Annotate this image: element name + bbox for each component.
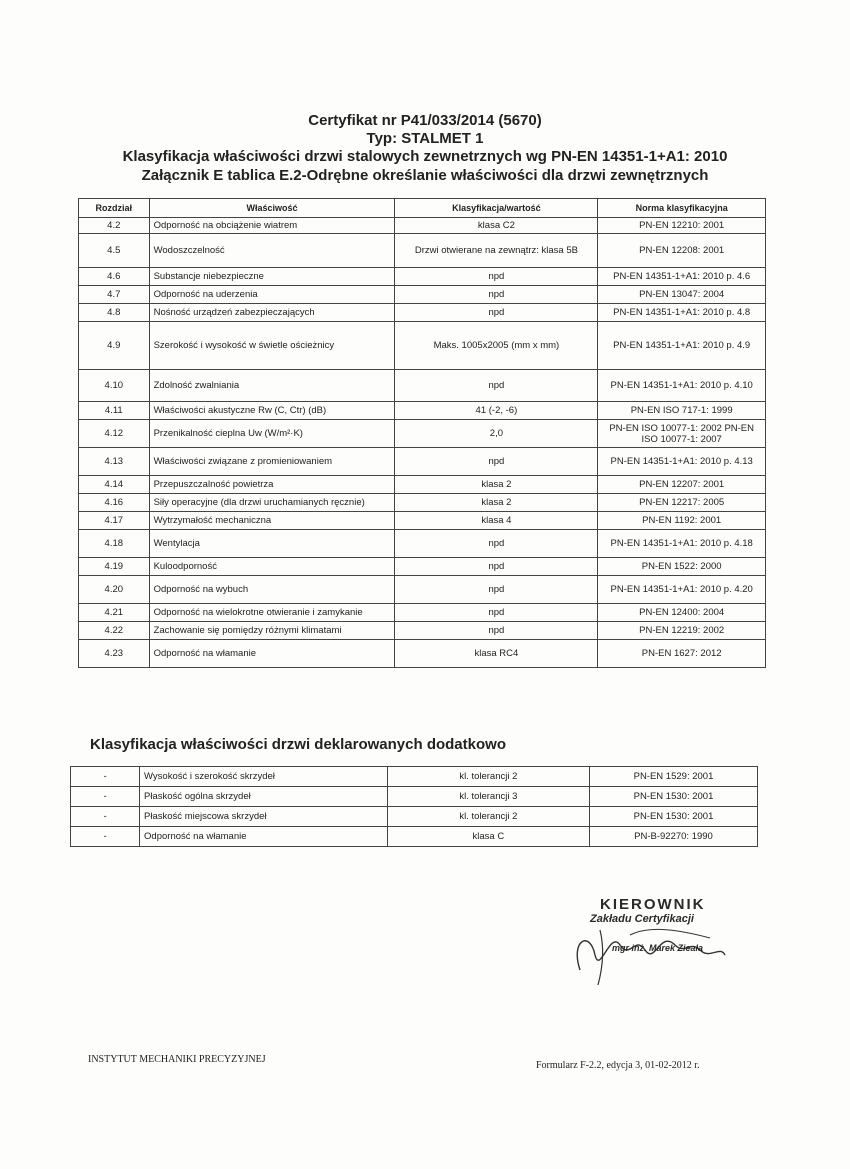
table-row xyxy=(79,640,766,668)
classification-title: Klasyfikacja właściwości drzwi stalowych zewnetrznych wg PN-EN 14351-1+A1: 2010 xyxy=(122,148,728,165)
value-cell: npd xyxy=(395,576,598,604)
property-cell: Przenikalność cieplna Uw (W/m²·K) xyxy=(149,420,395,448)
table-row xyxy=(79,622,766,640)
property-cell: Siły operacyjne (dla drzwi uruchamianych ręcznie) xyxy=(149,494,395,512)
standard-cell: PN-EN 1627: 2012 xyxy=(598,640,766,668)
property-cell: Odporność na uderzenia xyxy=(149,286,395,304)
value-cell: klasa 2 xyxy=(395,476,598,494)
section-cell: 4.9 xyxy=(79,322,150,370)
table-row xyxy=(79,402,766,420)
property-cell: Wytrzymałość mechaniczna xyxy=(149,512,395,530)
section-cell: 4.10 xyxy=(79,370,150,402)
standard-cell: PN-EN 14351-1+A1: 2010 p. 4.10 xyxy=(598,370,766,402)
section-cell: 4.11 xyxy=(79,402,150,420)
certificate-number: Certyfikat nr P41/033/2014 (5670) xyxy=(308,112,542,129)
additional-properties-table xyxy=(70,766,758,847)
property-cell: Kuloodporność xyxy=(149,558,395,576)
standard-cell: PN-EN ISO 10077-1: 2002 PN-EN ISO 10077-1: 2007 xyxy=(598,420,766,448)
section-cell: 4.14 xyxy=(79,476,150,494)
table-row xyxy=(79,494,766,512)
value-cell: Maks. 1005x2005 (mm x mm) xyxy=(395,322,598,370)
column-header-value: Klasyfikacja/wartość xyxy=(395,199,598,218)
standard-cell: PN-EN 12219: 2002 xyxy=(598,622,766,640)
section-cell: 4.13 xyxy=(79,448,150,476)
standard-cell: PN-EN 1530: 2001 xyxy=(589,787,757,807)
column-header-property: Właściwość xyxy=(149,199,395,218)
stamp-title: KIEROWNIK xyxy=(600,896,706,913)
table-row xyxy=(79,370,766,402)
section-cell: 4.5 xyxy=(79,234,150,268)
additional-classification-title: Klasyfikacja właściwości drzwi deklarowanych dodatkowo xyxy=(90,736,506,753)
value-cell: kl. tolerancji 2 xyxy=(387,807,589,827)
property-cell: Wodoszczelność xyxy=(149,234,395,268)
standard-cell: PN-EN 12217: 2005 xyxy=(598,494,766,512)
section-cell: - xyxy=(71,787,140,807)
value-cell: npd xyxy=(395,604,598,622)
value-cell: klasa C2 xyxy=(395,218,598,234)
value-cell: 41 (-2, -6) xyxy=(395,402,598,420)
standard-cell: PN-B-92270: 1990 xyxy=(589,827,757,847)
standard-cell: PN-EN 12208: 2001 xyxy=(598,234,766,268)
section-cell: 4.22 xyxy=(79,622,150,640)
standard-cell: PN-EN 14351-1+A1: 2010 p. 4.8 xyxy=(598,304,766,322)
value-cell: npd xyxy=(395,558,598,576)
property-cell: Odporność na wybuch xyxy=(149,576,395,604)
standard-cell: PN-EN 14351-1+A1: 2010 p. 4.6 xyxy=(598,268,766,286)
property-cell: Substancje niebezpieczne xyxy=(149,268,395,286)
section-cell: 4.23 xyxy=(79,640,150,668)
property-cell: Zachowanie się pomiędzy różnymi klimatami xyxy=(149,622,395,640)
standard-cell: PN-EN 12207: 2001 xyxy=(598,476,766,494)
section-cell: 4.7 xyxy=(79,286,150,304)
standard-cell: PN-EN 13047: 2004 xyxy=(598,286,766,304)
section-cell: 4.19 xyxy=(79,558,150,576)
value-cell: klasa RC4 xyxy=(395,640,598,668)
table-row xyxy=(79,286,766,304)
table-row xyxy=(71,807,758,827)
property-cell: Właściwości akustyczne Rw (C, Ctr) (dB) xyxy=(149,402,395,420)
property-cell: Wysokość i szerokość skrzydeł xyxy=(140,767,388,787)
property-cell: Płaskość miejscowa skrzydeł xyxy=(140,807,388,827)
property-cell: Odporność na włamanie xyxy=(149,640,395,668)
institute-name: INSTYTUT MECHANIKI PRECYZYJNEJ xyxy=(88,1054,266,1065)
property-cell: Zdolność zwalniania xyxy=(149,370,395,402)
property-cell: Przepuszczalność powietrza xyxy=(149,476,395,494)
section-cell: 4.17 xyxy=(79,512,150,530)
property-cell: Odporność na obciążenie wiatrem xyxy=(149,218,395,234)
section-cell: 4.21 xyxy=(79,604,150,622)
table-row xyxy=(79,322,766,370)
stamp-department: Zakładu Certyfikacji xyxy=(590,913,694,925)
standard-cell: PN-EN 14351-1+A1: 2010 p. 4.9 xyxy=(598,322,766,370)
standard-cell: PN-EN 14351-1+A1: 2010 p. 4.13 xyxy=(598,448,766,476)
form-reference: Formularz F-2.2, edycja 3, 01-02-2012 r. xyxy=(536,1060,700,1071)
property-cell: Wentylacja xyxy=(149,530,395,558)
table-row xyxy=(79,604,766,622)
standard-cell: PN-EN 1530: 2001 xyxy=(589,807,757,827)
value-cell: npd xyxy=(395,370,598,402)
column-header-section: Rozdział xyxy=(79,199,150,218)
property-cell: Nośność urządzeń zabezpieczających xyxy=(149,304,395,322)
table-row xyxy=(71,827,758,847)
section-cell: 4.2 xyxy=(79,218,150,234)
property-cell: Właściwości związane z promieniowaniem xyxy=(149,448,395,476)
table-row xyxy=(79,234,766,268)
table-row xyxy=(79,448,766,476)
table-row xyxy=(79,420,766,448)
property-cell: Odporność na wielokrotne otwieranie i zamykanie xyxy=(149,604,395,622)
value-cell: Drzwi otwierane na zewnątrz: klasa 5B xyxy=(395,234,598,268)
standard-cell: PN-EN 1529: 2001 xyxy=(589,767,757,787)
standard-cell: PN-EN 14351-1+A1: 2010 p. 4.20 xyxy=(598,576,766,604)
standard-cell: PN-EN 12400: 2004 xyxy=(598,604,766,622)
section-cell: - xyxy=(71,827,140,847)
standard-cell: PN-EN ISO 717-1: 1999 xyxy=(598,402,766,420)
column-header-standard: Norma klasyfikacyjna xyxy=(598,199,766,218)
table-row xyxy=(79,304,766,322)
section-cell: - xyxy=(71,807,140,827)
annex-title: Załącznik E tablica E.2-Odrębne określanie właściwości dla drzwi zewnętrznych xyxy=(141,167,709,184)
standard-cell: PN-EN 1192: 2001 xyxy=(598,512,766,530)
section-cell: 4.12 xyxy=(79,420,150,448)
value-cell: klasa C xyxy=(387,827,589,847)
value-cell: kl. tolerancji 2 xyxy=(387,767,589,787)
value-cell: klasa 4 xyxy=(395,512,598,530)
table-row xyxy=(71,767,758,787)
table-row xyxy=(79,476,766,494)
section-cell: 4.16 xyxy=(79,494,150,512)
value-cell: npd xyxy=(395,622,598,640)
property-cell: Szerokość i wysokość w świetle ościeżnicy xyxy=(149,322,395,370)
property-cell: Płaskość ogólna skrzydeł xyxy=(140,787,388,807)
table-row xyxy=(79,576,766,604)
standard-cell: PN-EN 12210: 2001 xyxy=(598,218,766,234)
standard-cell: PN-EN 1522: 2000 xyxy=(598,558,766,576)
value-cell: klasa 2 xyxy=(395,494,598,512)
value-cell: npd xyxy=(395,268,598,286)
table-row xyxy=(79,268,766,286)
table-row xyxy=(71,787,758,807)
properties-table xyxy=(78,198,766,668)
value-cell: npd xyxy=(395,530,598,558)
table-header-row xyxy=(79,199,766,218)
value-cell: npd xyxy=(395,448,598,476)
stamp-name: mgr inż. Marek Zieała xyxy=(612,943,704,953)
standard-cell: PN-EN 14351-1+A1: 2010 p. 4.18 xyxy=(598,530,766,558)
section-cell: - xyxy=(71,767,140,787)
table-row xyxy=(79,558,766,576)
section-cell: 4.18 xyxy=(79,530,150,558)
property-cell: Odporność na włamanie xyxy=(140,827,388,847)
section-cell: 4.6 xyxy=(79,268,150,286)
table-row xyxy=(79,512,766,530)
value-cell: 2,0 xyxy=(395,420,598,448)
stamp xyxy=(590,896,740,953)
value-cell: npd xyxy=(395,286,598,304)
value-cell: kl. tolerancji 3 xyxy=(387,787,589,807)
section-cell: 4.20 xyxy=(79,576,150,604)
value-cell: npd xyxy=(395,304,598,322)
section-cell: 4.8 xyxy=(79,304,150,322)
table-row xyxy=(79,218,766,234)
table-row xyxy=(79,530,766,558)
product-type: Typ: STALMET 1 xyxy=(366,130,484,147)
